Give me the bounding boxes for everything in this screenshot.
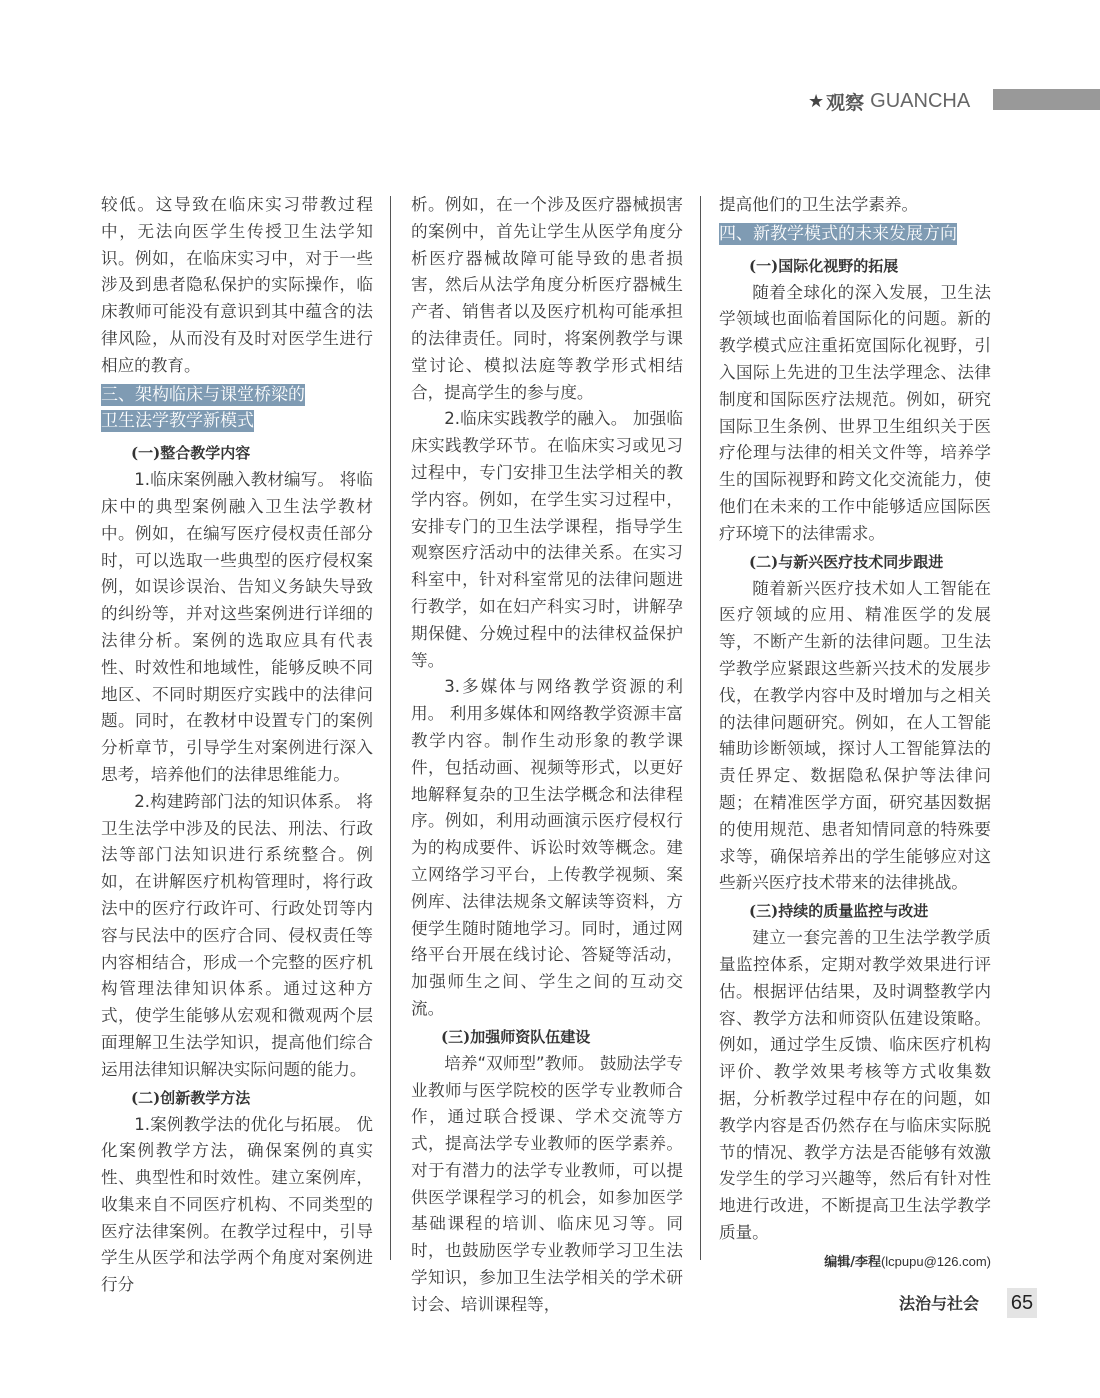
journal-name: 法治与社会 <box>899 1294 980 1313</box>
subsection-heading: (三)加强师资队伍建设 <box>441 1027 591 1046</box>
section-name-en: GUANCHA <box>870 90 971 112</box>
section-name-cn: 观察 <box>826 92 865 114</box>
header-bar <box>993 89 1100 110</box>
subsection-heading: (二)创新教学方法 <box>131 1088 251 1107</box>
section-header <box>808 88 970 115</box>
section-heading-line: 三、架构临床与课堂桥梁的 <box>101 384 305 405</box>
column-divider <box>390 196 391 1260</box>
paragraph: 2.临床实践教学的融入。 加强临床实践教学环节。在临床实习或见习过程中，专门安排卫生法学相关的教学内容。例如，在学生实习过程中，安排专门的卫生法学课程，指导学生观察医疗活动中的法律关系。在实习科室中，针对科室常见的法律问题进行教学，如在妇产科实习时，讲解孕期保健、分娩过程中的法律权益保护等。 <box>411 409 683 670</box>
subsection-heading: (一)国际化视野的拓展 <box>749 256 899 275</box>
paragraph: 培养“双师型”教师。 鼓励法学专业教师与医学院校的医学专业教师合作，通过联合授课、学术交流等方式，提高法学专业教师的医学素养。对于有潜力的法学专业教师，可以提供医学课程学习的机会，如参加医学基础课程的培训、临床见习等。同时，也鼓励医学专业教师学习卫生法学知识，参加卫生法学相关的学术研讨会、培训课程等， <box>411 1053 683 1314</box>
paragraph: 随着全球化的深入发展，卫生法学领域也面临着国际化的问题。新的教学模式应注重拓宽国际化视野，引入国际上先进的卫生法学理念、法律制度和国际医疗法规范。例如，研究国际卫生条例、世界卫生组织关于医疗伦理与法律的相关文件等，培养学生的国际视野和跨文化交流能力，使他们在未来的工作中能够适应国际医疗环境下的法律需求。 <box>719 282 991 543</box>
paragraph: 1.临床案例融入教材编写。 将临床中的典型案例融入卫生法学教材中。例如，在编写医疗侵权责任部分时，可以选取一些典型的医疗侵权案例，如误诊误治、告知义务缺失导致的纠纷等，并对这些案例进行详细的法律分析。案例的选取应具有代表性、时效性和地域性，能够反映不同地区、不同时期医疗实践中的法律问题。同时，在教材中设置专门的案例分析章节，引导学生对案例进行深入思考，培养他们的法律思维能力。 <box>101 470 373 784</box>
editor-email: (lcpupu@126.com) <box>880 1253 991 1269</box>
star-icon: ★ <box>808 91 825 112</box>
paragraph: 2.构建跨部门法的知识体系。 将卫生法学中涉及的民法、刑法、行政法等部门法知识进行系统整合。例如，在讲解医疗机构管理时，将行政法中的医疗行政许可、行政处罚等内容与民法中的医疗合同、侵权责任等内容相结合，形成一个完整的医疗机构管理法律知识体系。通过这种方式，使学生能够从宏观和微观两个层面理解卫生法学知识，提高他们综合运用法律知识解决实际问题的能力。 <box>101 791 373 1079</box>
paragraph: 建立一套完善的卫生法学教学质量监控体系，定期对教学效果进行评估。根据评估结果，及时调整教学内容、教学方法和师资队伍建设策略。例如，通过学生反馈、临床医疗机构评价、教学效果考核等方式收集数据，分析教学过程中存在的问题，如教学内容是否仍然存在与临床实际脱节的情况、教学方法是否能够有效激发学生的学习兴趣等，然后有针对性地进行改进，不断提高卫生法学教学质量。 <box>719 928 991 1242</box>
column-divider <box>700 196 701 1260</box>
column-2 <box>411 192 683 1319</box>
editor-credit <box>719 1249 991 1277</box>
editor-label: 编辑/李程 <box>824 1254 881 1270</box>
paragraph: 3.多媒体与网络教学资源的利用。 利用多媒体和网络教学资源丰富教学内容。制作生动形象的教学课件，包括动画、视频等形式，以更好地解释复杂的卫生法学概念和法律程序。例如，利用动画演示医疗侵权行为的构成要件、诉讼时效等概念。建立网络学习平台，上传教学视频、案例库、法律法规条文解读等资料，方便学生随时随地学习。同时，通过网络平台开展在线讨论、答疑等活动，加强师生之间、学生之间的互动交流。 <box>411 677 683 1018</box>
section-heading <box>101 382 373 436</box>
column-3 <box>719 192 991 1276</box>
section-heading <box>719 221 991 248</box>
column-1 <box>101 192 373 1299</box>
paragraph: 提高他们的卫生法学素养。 <box>719 195 919 214</box>
section-heading-line: 卫生法学教学新模式 <box>101 411 254 432</box>
paragraph: 析。例如，在一个涉及医疗器械损害的案例中，首先让学生从医学角度分析医疗器械故障可能导致的患者损害，然后从法学角度分析医疗器械生产者、销售者以及医疗机构可能承担的法律责任。同时，将案例教学与课堂讨论、模拟法庭等教学形式相结合，提高学生的参与度。 <box>411 195 683 402</box>
subsection-heading: (一)整合教学内容 <box>131 444 251 463</box>
page-number: 65 <box>1007 1288 1037 1318</box>
subsection-heading: (三)持续的质量监控与改进 <box>749 902 929 921</box>
section-heading-line: 四、新教学模式的未来发展方向 <box>719 223 957 244</box>
paragraph: 随着新兴医疗技术如人工智能在医疗领域的应用、精准医学的发展等，不断产生新的法律问题。卫生法学教学应紧跟这些新兴技术的发展步伐，在教学内容中及时增加与之相关的法律问题研究。例如，在人工智能辅助诊断领域，探讨人工智能算法的责任界定、数据隐私保护等法律问题；在精准医学方面，研究基因数据的使用规范、患者知情同意的特殊要求等，确保培养出的学生能够应对这些新兴医疗技术带来的法律挑战。 <box>719 578 991 893</box>
subsection-heading: (二)与新兴医疗技术同步跟进 <box>749 552 944 571</box>
paragraph: 1.案例教学法的优化与拓展。 优化案例教学方法，确保案例的真实性、典型性和时效性。建立案例库，收集来自不同医疗机构、不同类型的医疗法律案例。在教学过程中，引导学生从医学和法学两个角度对案例进行分 <box>101 1114 373 1295</box>
paragraph: 较低。这导致在临床实习带教过程中，无法向医学生传授卫生法学知识。例如，在临床实习中，对于一些涉及到患者隐私保护的实际操作，临床教师可能没有意识到其中蕴含的法律风险，从而没有及时对医学生进行相应的教育。 <box>101 195 373 375</box>
